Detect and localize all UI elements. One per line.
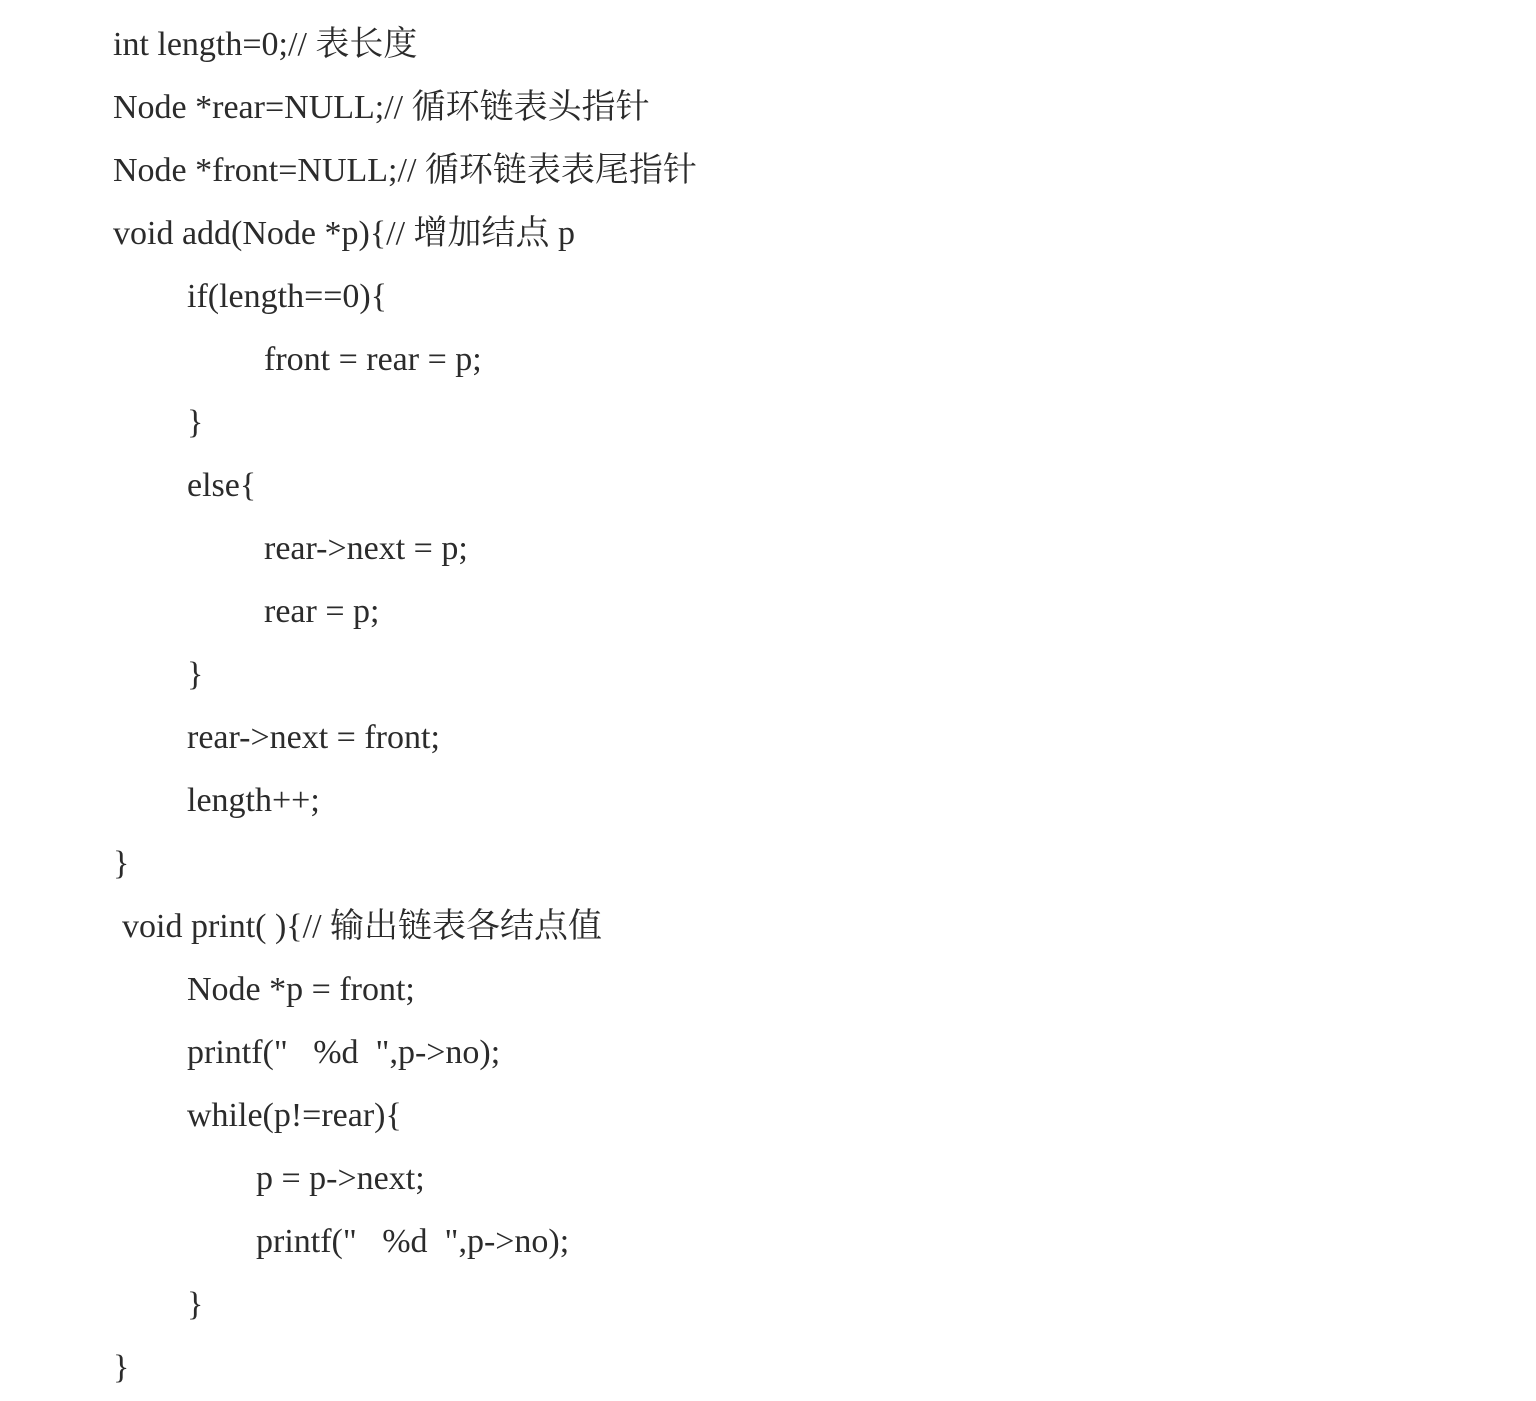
code-line: void print( ){// 输出链表各结点值 <box>122 908 603 945</box>
code-line: length++; <box>187 782 320 819</box>
code-line: } <box>187 656 204 693</box>
code-line: printf(" %d ",p->no); <box>187 1034 501 1071</box>
code-line: Node *p = front; <box>187 971 415 1008</box>
code-line: if(length==0){ <box>187 278 388 315</box>
code-line: int length=0;// 表长度 <box>113 26 418 63</box>
code-line: front = rear = p; <box>264 341 482 378</box>
code-line: Node *rear=NULL;// 循环链表头指针 <box>113 89 650 126</box>
code-line: p = p->next; <box>256 1160 425 1197</box>
code-line: while(p!=rear){ <box>187 1097 402 1134</box>
code-line: else{ <box>187 467 257 504</box>
code-line: Node *front=NULL;// 循环链表表尾指针 <box>113 152 697 189</box>
code-line: void add(Node *p){// 增加结点 p <box>113 215 576 252</box>
code-line: } <box>113 1349 130 1386</box>
code-line: rear = p; <box>264 593 380 630</box>
code-line: } <box>187 404 204 441</box>
code-line: } <box>113 845 130 882</box>
code-line: printf(" %d ",p->no); <box>256 1223 570 1260</box>
code-line: rear->next = p; <box>264 530 468 567</box>
code-line: } <box>187 1286 204 1323</box>
code-line: rear->next = front; <box>187 719 440 756</box>
